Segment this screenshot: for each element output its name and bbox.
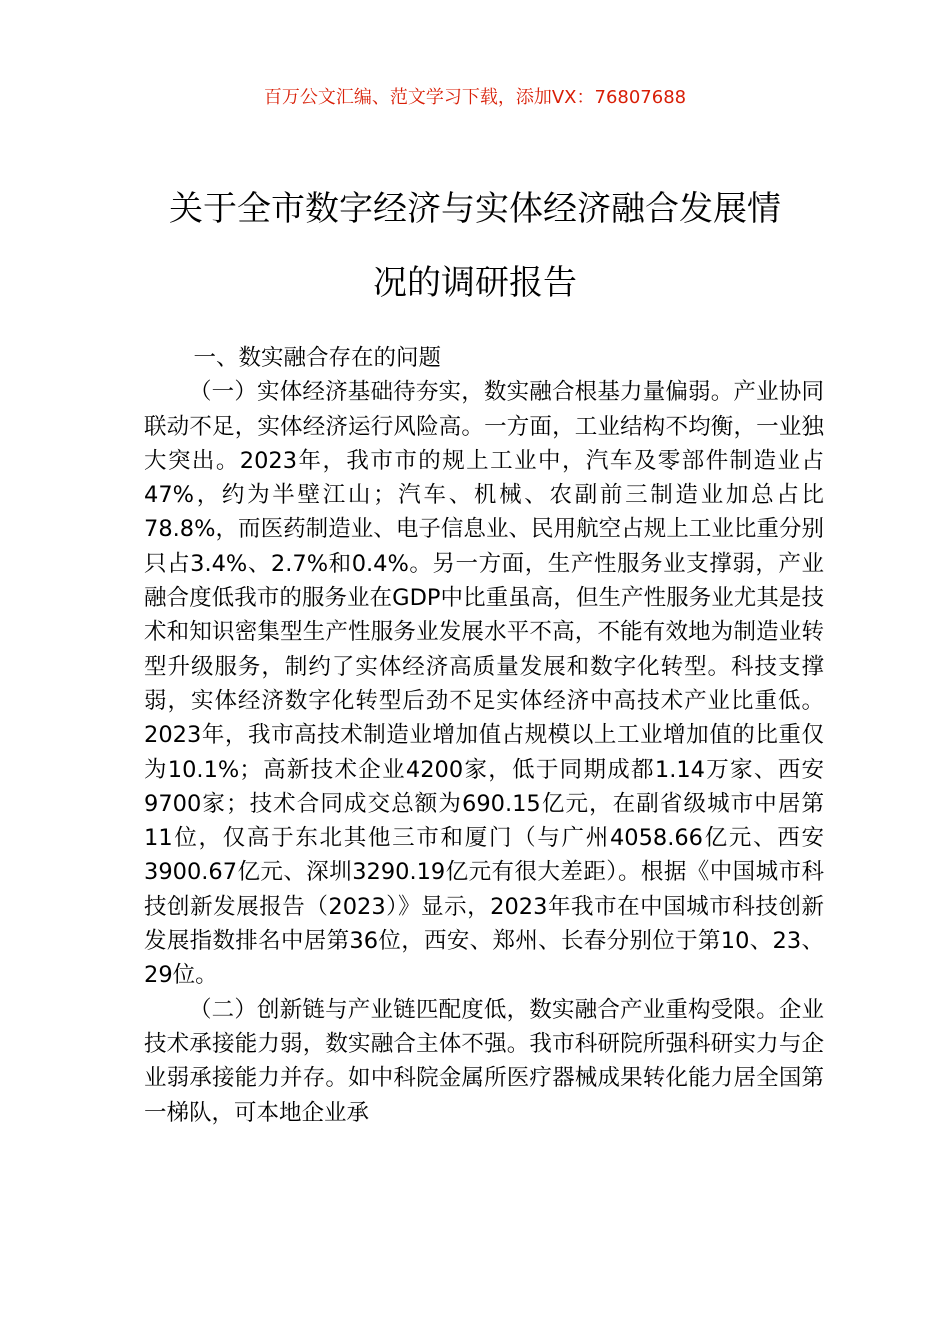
title-line-2: 况的调研报告 <box>373 263 577 303</box>
document-title <box>140 172 810 320</box>
paragraph-2: （二）创新链与产业链匹配度低，数实融合产业重构受限。企业技术承接能力弱，数实融合主体不强。我市科研院所强科研实力与企业弱承接能力并存。如中科院金属所医疗器械成果转化能力居全国第一梯队，可本地企业承 <box>144 996 824 1126</box>
paragraph-1: （一）实体经济基础待夯实，数实融合根基力量偏弱。产业协同联动不足，实体经济运行风险高。一方面，工业结构不均衡，一业独大突出。2023年，我市市的规上工业中，汽车及零部件制造业占47%，约为半壁江山；汽车、机械、农副前三制造业加总占比78.8%，而医药制造业、电子信息业、民用航空占规上工业比重分别只占3.4%、2.7%和0.4%。另一方面，生产性服务业支撑弱，产业融合度低我市的服务业在GDP中比重虽高，但生产性服务业尤其是技术和知识密集型生产性服务业发展水平不高，不能有效地为制造业转型升级服务，制约了实体经济高质量发展和数字化转型。科技支撑弱，实体经济数字化转型后劲不足实体经济中高技术产业比重低。2023年，我市高技术制造业增加值占规模以上工业增加值的比重仅为10.1%；高新技术企业4200家，低于同期成都1.14万家、西安9700家；技术合同成交总额为690.15亿元，在副省级城市中居第11位，仅高于东北其他三市和厦门（与广州4058.66亿元、西安3900.67亿元、深圳3290.19亿元有很大差距）。根据《中国城市科技创新发展报告（2023）》显示，2023年我市在中国城市科技创新发展指数排名中居第36位，西安、郑州、长春分别位于第10、23、29位。 <box>144 379 824 989</box>
section-heading: 一、数实融合存在的问题 <box>193 345 442 371</box>
title-line-1: 关于全市数字经济与实体经济融合发展情 <box>169 189 781 229</box>
watermark-banner: 百万公文汇编、范文学习下载，添加VX：76807688 <box>263 87 687 108</box>
document-body <box>144 341 824 1130</box>
